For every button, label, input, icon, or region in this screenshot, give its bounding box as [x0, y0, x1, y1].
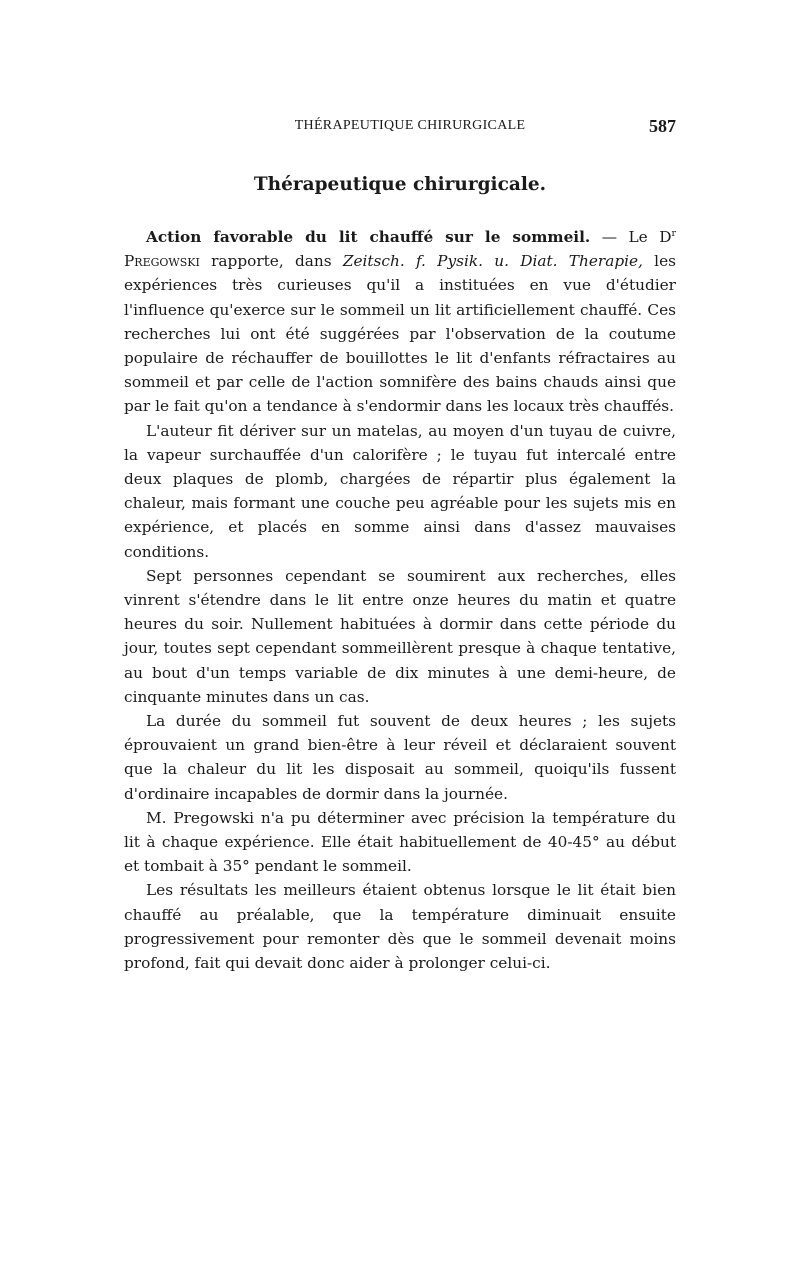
section-title: Thérapeutique chirurgicale. [253, 174, 547, 195]
running-title: THÉRAPEUTIQUE CHIRURGICALE [294, 118, 526, 133]
paragraph-1-body: les expériences très curieuses qu'il a instituées en vue d'étudier l'influence qu'exerce sur le sommeil un lit artificiellement chauffé. Ces recherches lui ont été suggérées par l'observation de la coutume populaire de réchauffer de bouillottes le lit d'enfants réfractaires au sommeil et par celle de l'action somnifère des bains chauds ainsi que par le fait qu'on a tendance à s'endormir dans les locaux très chauffés. [124, 252, 676, 416]
running-header [124, 118, 676, 138]
article-body [124, 225, 676, 975]
paragraph-1-cite-lead: rapporte, dans [199, 252, 343, 271]
paragraph-1-intro: — Le D [590, 228, 672, 246]
journal-title: Zeitsch. f. Pysik. u. Diat. Therapie, [342, 252, 643, 271]
paragraph-1 [124, 225, 676, 419]
doctor-abbrev-sup: r [671, 227, 677, 239]
paragraph-3: Sept personnes cependant se soumirent aux recherches, elles vinrent s'étendre dans le lit entre onze heures du matin et quatre heures du soir. Nullement habituées à dormir dans cette période du jour, toutes sept cependant sommeillèrent presque à chaque tentative, au bout d'un temps variable de dix minutes à une demi-heure, de cinquante minutes dans un cas. [124, 566, 676, 706]
paragraph-5: M. Pregowski n'a pu déterminer avec précision la température du lit à chaque expérience. Elle était habituellement de 40-45° au début et tombait à 35° pendant le sommeil. [124, 808, 676, 876]
paragraph-2: L'auteur fit dériver sur un matelas, au moyen d'un tuyau de cuivre, la vapeur surchauffée d'un calorifère ; le tuyau fut intercalé entre deux plaques de plomb, chargées de répartir plus également la chaleur, mais formant une couche peu agréable pour les sujets mis en expérience, et placés en somme ainsi dans d'assez mauvaises conditions. [124, 421, 676, 561]
paragraph-6: Les résultats les meilleurs étaient obtenus lorsque le lit était bien chauffé au préalable, que la température diminuait ensuite progressivement pour remonter dès que le sommeil devenait moins profond, fait qui devait donc aider à prolonger celui-ci. [124, 881, 676, 973]
page-number: 587 [649, 116, 676, 136]
paragraph-4: La durée du sommeil fut souvent de deux heures ; les sujets éprouvaient un grand bien-être à leur réveil et déclaraient souvent que la chaleur du lit les disposait au sommeil, quoiqu'ils fussent d'ordinaire incapables de dormir dans la journée. [124, 712, 676, 803]
article-title: Action favorable du lit chauffé sur le sommeil. [146, 228, 591, 246]
author-name: Pregowski [124, 252, 200, 271]
